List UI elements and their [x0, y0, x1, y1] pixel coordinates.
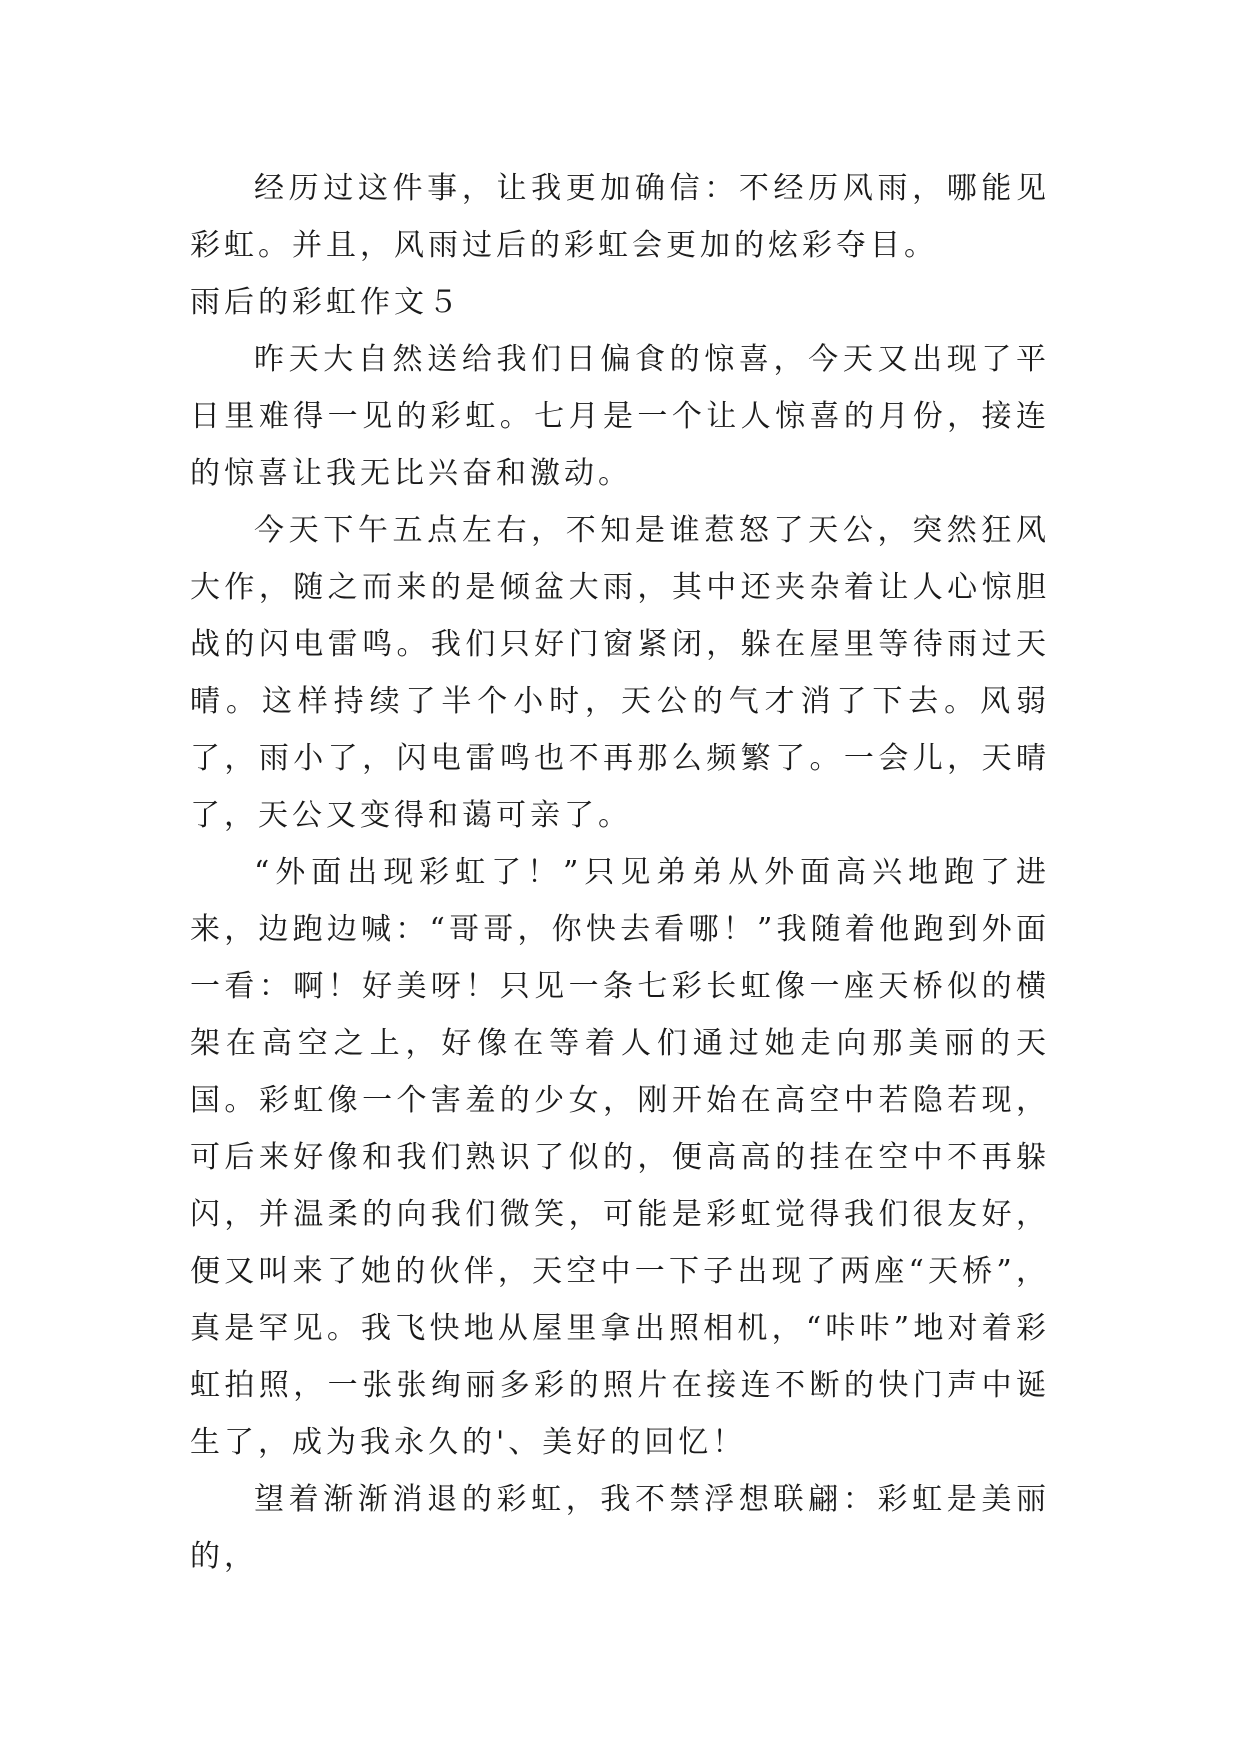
- section-heading: 雨后的彩虹作文５: [190, 285, 462, 320]
- paragraph: 望着渐渐消退的彩虹，我不禁浮想联翩：彩虹是美丽的，: [190, 1482, 1050, 1574]
- paragraph: “外面出现彩虹了！”只见弟弟从外面高兴地跑了进来，边跑边喊：“哥哥，你快去看哪！”我随着他跑到外面一看：啊！好美呀！只见一条七彩长虹像一座天桥似的横架在高空之上，好像在等着人们通过她走向那美丽的天国。彩虹像一个害羞的少女，刚开始在高空中若隐若现，可后来好像和我们熟识了似的，便高高的挂在空中不再躲闪，并温柔的向我们微笑，可能是彩虹觉得我们很友好，便又叫来了她的伙伴，天空中一下子出现了两座“天桥”，真是罕见。我飞快地从屋里拿出照相机，“咔咔”地对着彩虹拍照，一张张绚丽多彩的照片在接连不断的快门声中诞生了，成为我永久的'、美好的回忆！: [190, 855, 1050, 1460]
- paragraph: 今天下午五点左右，不知是谁惹怒了天公，突然狂风大作，随之而来的是倾盆大雨，其中还夹杂着让人心惊胆战的闪电雷鸣。我们只好门窗紧闭，躲在屋里等待雨过天晴。这样持续了半个小时，天公的气才消了下去。风弱了，雨小了，闪电雷鸣也不再那么频繁了。一会儿，天晴了，天公又变得和蔼可亲了。: [190, 513, 1050, 833]
- document-body: [190, 160, 1050, 1585]
- paragraph: 经历过这件事，让我更加确信：不经历风雨，哪能见彩虹。并且，风雨过后的彩虹会更加的炫彩夺目。: [190, 171, 1050, 263]
- paragraph: 昨天大自然送给我们日偏食的惊喜，今天又出现了平日里难得一见的彩虹。七月是一个让人惊喜的月份，接连的惊喜让我无比兴奋和激动。: [190, 342, 1050, 491]
